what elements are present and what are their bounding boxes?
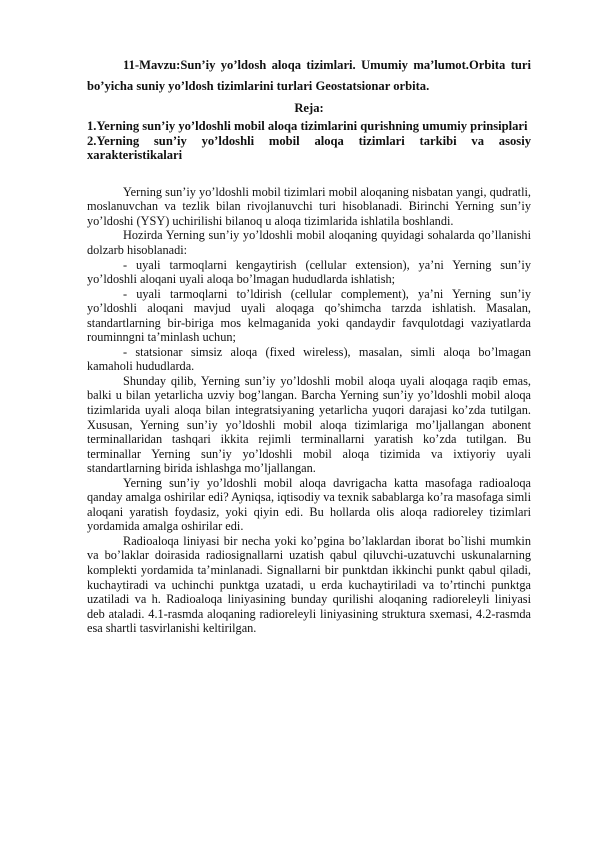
plan-item-2: 2.Yerning sun’iy yo’ldoshli mobil aloqa tizimlari tarkibi va asosiy xarakteristikalari (87, 133, 531, 163)
paragraph: Radioaloqa liniyasi bir necha yoki ko’pgina bo’laklardan iborat bo`lishi mumkin va bo’laklar doirasida radiosignallarni uzatish qabul qiluvchi-uzatuvchi uskunalarning komplekti yordamida ta’minlanadi. Signallarni bir punktdan ikkinchi punkt qabul qiladi, kuchaytiradi va uchinchi punktga uzatadi, u erda kuchaytiriladi va to’rtinchi punktga uzatiladi va h. Radioaloqa liniyasining bunday qurilishi aloqaning radioreleyli liniyasi deb ataladi. 4.1-rasmda aloqaning radioreleyli liniyasining struktura sxemasi, 4.2-rasmda esa shartli tasvirlanishi keltirilgan. (87, 533, 531, 636)
paragraph: - uyali tarmoqlarni kengaytirish (cellular extension), ya’ni Yerning sun’iy yo’ldoshli aloqani uyali aloqa bo’lmagan hududlarda ishlatish; (87, 257, 531, 287)
paragraph: Yerning sun’iy yo’ldoshli mobil aloqa davrigacha katta masofaga radioaloqa qanday amalga oshirilar edi? Ayniqsa, iqtisodiy va texnik sabablarga ko’ra masofaga simli aloqani yaratish foydasiz, yoki qiyin edi. Bu hollarda olis aloqa radioreley tizimlari yordamida amalga oshirilar edi. (87, 475, 531, 534)
plan-heading: Reja: (294, 101, 324, 115)
paragraph: Hozirda Yerning sun’iy yo’ldoshli mobil aloqaning quyidagi sohalarda qo’llanishi dolzarb hisoblanadi: (87, 228, 531, 257)
paragraph: Shunday qilib, Yerning sun’iy yo’ldoshli mobil aloqa uyali aloqaga raqib emas, balki u bilan yetarlicha uzviy bog’langan. Barcha Yerning sun’iy yo’ldoshli mobil aloqa tizimlarida uyali aloqa bilan integratsiyaning yetarlicha yuqori darajasi ko’zda tutilgan. Xususan, Yerning sun’iy yo’ldoshli mobil aloqa tizimlariga mo’ljallangan abonent terminallaridan tashqari ikkita rejimli terminallarni yaratish ko’zda tutilgan. Bu terminallar Yerning sun’iy yo’ldoshli mobil aloqa tizimida va ixtiyoriy uyali standartlarning birida ishlashga mo’ljallangan. (87, 373, 531, 476)
document-page (87, 55, 531, 636)
document-body (87, 185, 531, 636)
paragraph: - uyali tarmoqlarni to’ldirish (cellular complement), ya’ni Yerning sun’iy yo’ldoshli aloqani mavjud uyali aloqaga qo’shimcha tarzda ishlatish. Masalan, standartlarning bir-biriga mos kelmaganida yoki qandaydir favqulotdagi vaziyatlarda rouminngni ta’minlash uchun; (87, 286, 531, 345)
plan-item-1: 1.Yerning sun’iy yo’ldoshli mobil aloqa tizimlarini qurishning umumiy prinsiplari (87, 119, 528, 133)
paragraph: - statsionar simsiz aloqa (fixed wireless), masalan, simli aloqa bo’lmagan kamaholi hududlarda. (87, 344, 531, 374)
document-title: 11-Mavzu:Sun’iy yo’ldosh aloqa tizimlari. Umumiy ma’lumot.Orbita turi bo’yicha suniy yo’ldosh tizimlarini turlari Geostatsionar orbita. (87, 58, 531, 93)
paragraph: Yerning sun’iy yo’ldoshli mobil tizimlari mobil aloqaning nisbatan yangi, qudratli, moslanuvchan va tezlik bilan rivojlanuvchi turi hisoblanadi. Birinchi Yerning sun’iy yo’ldoshi (YSY) uchirilishi bilanoq u aloqa tizimlarida ishlatila boshlandi. (87, 184, 531, 228)
